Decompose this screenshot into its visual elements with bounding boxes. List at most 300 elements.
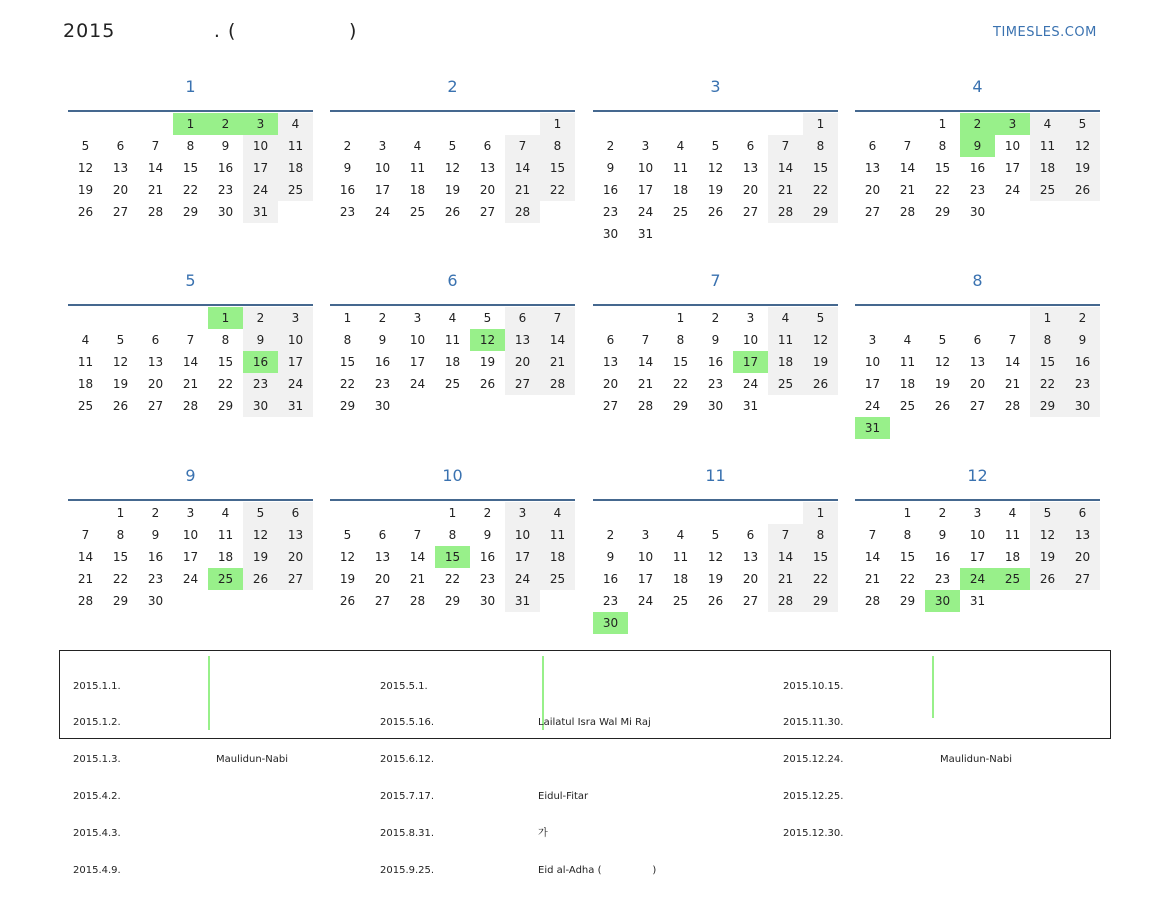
legend-names-col-1 — [216, 656, 288, 902]
day-cell: 16 — [217, 161, 234, 175]
day-cell: 30 — [969, 205, 986, 219]
day-cell: 23 — [339, 205, 356, 219]
legend-date: 2015.10.15. — [783, 680, 844, 692]
day-grid — [855, 113, 1100, 223]
day-cell: 23 — [602, 594, 619, 608]
day-cell: 5 — [1030, 502, 1065, 524]
day-cell: 31 — [243, 201, 278, 223]
day-cell: 4 — [1008, 506, 1017, 520]
legend-date: 2015.12.24. — [783, 754, 844, 766]
legend-dates-col-1 — [73, 656, 121, 902]
day-cell: 22 — [803, 568, 838, 590]
day-cell: 10 — [864, 355, 881, 369]
day-cell: 19 — [112, 377, 129, 391]
legend-name — [940, 791, 1012, 803]
day-cell: 20 — [742, 572, 759, 586]
legend-date: 2015.5.1. — [380, 680, 428, 692]
month-name: 3 — [710, 77, 721, 96]
legend-name — [538, 754, 656, 766]
day-cell: 27 — [505, 373, 540, 395]
day-cell: 28 — [77, 594, 94, 608]
day-cell: 16 — [602, 572, 619, 586]
day-cell: 27 — [147, 399, 164, 413]
day-cell: 7 — [903, 139, 912, 153]
day-cell: 26 — [1030, 568, 1065, 590]
day-grid — [330, 502, 575, 612]
day-cell: 19 — [1065, 157, 1100, 179]
day-cell: 16 — [1065, 351, 1100, 373]
day-cell: 26 — [707, 594, 724, 608]
day-grid — [68, 307, 313, 417]
day-cell: 3 — [995, 113, 1030, 135]
day-cell: 6 — [1065, 502, 1100, 524]
day-cell: 24 — [374, 205, 391, 219]
day-cell: 20 — [479, 183, 496, 197]
day-cell: 9 — [221, 139, 230, 153]
day-cell: 7 — [81, 528, 90, 542]
day-cell: 2 — [938, 506, 947, 520]
day-cell: 25 — [1030, 179, 1065, 201]
day-cell: 4 — [278, 113, 313, 135]
day-cell: 15 — [339, 355, 356, 369]
day-cell: 30 — [925, 590, 960, 612]
day-cell: 4 — [81, 333, 90, 347]
day-cell: 8 — [448, 528, 457, 542]
day-cell: 30 — [217, 205, 234, 219]
day-cell: 4 — [1030, 113, 1065, 135]
day-cell: 24 — [243, 179, 278, 201]
legend-names-col-2 — [538, 656, 656, 902]
day-cell: 2 — [711, 311, 720, 325]
day-cell: 15 — [803, 546, 838, 568]
day-cell: 21 — [637, 377, 654, 391]
day-cell: 20 — [969, 377, 986, 391]
day-cell: 30 — [147, 594, 164, 608]
day-grid — [855, 307, 1100, 439]
legend-name: Eid al-Adha ( ) — [538, 865, 657, 877]
month-rule — [68, 304, 313, 306]
day-cell: 13 — [505, 329, 540, 351]
day-cell: 14 — [899, 161, 916, 175]
day-cell: 1 — [803, 502, 838, 524]
day-cell: 14 — [77, 550, 94, 564]
day-cell: 23 — [934, 572, 951, 586]
day-cell: 5 — [116, 333, 125, 347]
day-cell: 7 — [413, 528, 422, 542]
day-cell: 17 — [505, 546, 540, 568]
day-cell: 20 — [278, 546, 313, 568]
day-cell: 19 — [803, 351, 838, 373]
page-title: 2015 . ( ) — [63, 20, 358, 42]
legend-name: Maulidun-Nabi — [940, 754, 1013, 766]
day-cell: 2 — [378, 311, 387, 325]
day-cell: 25 — [444, 377, 461, 391]
day-cell: 15 — [435, 546, 470, 568]
legend-name: Eidul-Fitar — [538, 791, 589, 803]
day-cell: 9 — [938, 528, 947, 542]
day-cell: 19 — [934, 377, 951, 391]
day-cell: 24 — [742, 377, 759, 391]
day-cell: 5 — [243, 502, 278, 524]
legend-date: 2015.1.3. — [73, 754, 121, 766]
legend-name: Lailatul Isra Wal Mi Raj — [538, 717, 651, 729]
day-cell: 15 — [934, 161, 951, 175]
day-cell: 8 — [221, 333, 230, 347]
day-cell: 22 — [217, 377, 234, 391]
legend-name — [538, 681, 656, 693]
day-cell: 29 — [182, 205, 199, 219]
day-cell: 24 — [960, 568, 995, 590]
day-cell: 6 — [746, 139, 755, 153]
day-cell: 17 — [243, 157, 278, 179]
month-rule — [330, 110, 575, 112]
day-cell: 15 — [803, 157, 838, 179]
day-cell: 3 — [973, 506, 982, 520]
day-grid — [330, 113, 575, 223]
day-cell: 19 — [707, 183, 724, 197]
legend-name — [940, 717, 1012, 729]
month-rule — [593, 110, 838, 112]
day-cell: 8 — [803, 135, 838, 157]
day-cell: 28 — [147, 205, 164, 219]
day-cell: 27 — [374, 594, 391, 608]
day-cell: 25 — [409, 205, 426, 219]
day-cell: 29 — [803, 201, 838, 223]
day-cell: 23 — [147, 572, 164, 586]
day-cell: 14 — [505, 157, 540, 179]
day-cell: 13 — [742, 161, 759, 175]
day-cell: 30 — [374, 399, 391, 413]
day-cell: 12 — [77, 161, 94, 175]
day-cell: 27 — [742, 594, 759, 608]
day-cell: 11 — [768, 329, 803, 351]
legend-name: 가 — [538, 828, 548, 840]
day-cell: 21 — [540, 351, 575, 373]
month-name: 6 — [447, 271, 458, 290]
day-cell: 6 — [483, 139, 492, 153]
day-cell: 12 — [444, 161, 461, 175]
day-cell: 18 — [444, 355, 461, 369]
day-cell: 29 — [444, 594, 461, 608]
day-cell: 28 — [540, 373, 575, 395]
day-cell: 18 — [217, 550, 234, 564]
day-cell: 23 — [707, 377, 724, 391]
day-cell: 13 — [602, 355, 619, 369]
day-cell: 21 — [1004, 377, 1021, 391]
day-cell: 30 — [479, 594, 496, 608]
day-cell: 29 — [1030, 395, 1065, 417]
day-cell: 1 — [803, 113, 838, 135]
day-cell: 9 — [606, 550, 615, 564]
day-cell: 6 — [505, 307, 540, 329]
month-rule — [855, 304, 1100, 306]
day-cell: 11 — [672, 161, 689, 175]
day-cell: 23 — [374, 377, 391, 391]
day-cell: 12 — [112, 355, 129, 369]
day-cell: 19 — [77, 183, 94, 197]
day-cell: 12 — [470, 329, 505, 351]
day-cell: 16 — [479, 550, 496, 564]
day-cell: 26 — [479, 377, 496, 391]
site-link[interactable]: TIMESLES.COM — [993, 25, 1097, 40]
day-cell: 24 — [182, 572, 199, 586]
day-cell: 16 — [969, 161, 986, 175]
day-cell: 7 — [768, 135, 803, 157]
day-cell: 30 — [602, 227, 619, 241]
day-cell: 16 — [374, 355, 391, 369]
day-cell: 22 — [444, 572, 461, 586]
day-cell: 14 — [540, 329, 575, 351]
day-cell: 17 — [637, 572, 654, 586]
day-cell: 10 — [1004, 139, 1021, 153]
day-cell: 26 — [803, 373, 838, 395]
day-cell: 29 — [803, 590, 838, 612]
day-cell: 29 — [112, 594, 129, 608]
day-cell: 30 — [593, 612, 628, 634]
day-cell: 19 — [1030, 546, 1065, 568]
day-cell: 25 — [995, 568, 1030, 590]
day-cell: 24 — [505, 568, 540, 590]
day-cell: 20 — [742, 183, 759, 197]
day-cell: 1 — [938, 117, 947, 131]
legend-bar — [932, 656, 934, 718]
day-cell: 22 — [182, 183, 199, 197]
day-cell: 21 — [77, 572, 94, 586]
day-cell: 9 — [960, 135, 995, 157]
day-cell: 29 — [899, 594, 916, 608]
day-cell: 7 — [505, 135, 540, 157]
day-cell: 29 — [217, 399, 234, 413]
day-cell: 28 — [864, 594, 881, 608]
day-cell: 1 — [1030, 307, 1065, 329]
day-cell: 1 — [208, 307, 243, 329]
day-cell: 17 — [1004, 161, 1021, 175]
day-cell: 8 — [803, 524, 838, 546]
day-cell: 5 — [81, 139, 90, 153]
day-cell: 28 — [768, 201, 803, 223]
day-cell: 2 — [151, 506, 160, 520]
day-cell: 18 — [278, 157, 313, 179]
day-cell: 31 — [505, 590, 540, 612]
day-cell: 5 — [483, 311, 492, 325]
day-cell: 20 — [864, 183, 881, 197]
day-cell: 3 — [413, 311, 422, 325]
day-cell: 18 — [1004, 550, 1021, 564]
legend-date: 2015.4.3. — [73, 828, 121, 840]
day-cell: 4 — [221, 506, 230, 520]
legend-date: 2015.9.25. — [380, 865, 435, 877]
day-cell: 4 — [676, 528, 685, 542]
day-cell: 6 — [116, 139, 125, 153]
day-cell: 14 — [1004, 355, 1021, 369]
legend-name — [216, 828, 288, 840]
day-cell: 10 — [278, 329, 313, 351]
day-cell: 5 — [343, 528, 352, 542]
day-cell: 15 — [672, 355, 689, 369]
day-cell: 4 — [676, 139, 685, 153]
legend-name — [216, 791, 288, 803]
day-cell: 11 — [77, 355, 94, 369]
day-cell: 22 — [1030, 373, 1065, 395]
day-cell: 20 — [112, 183, 129, 197]
day-cell: 10 — [742, 333, 759, 347]
day-cell: 16 — [243, 351, 278, 373]
day-cell: 24 — [409, 377, 426, 391]
day-cell: 3 — [746, 311, 755, 325]
legend-bar — [208, 656, 210, 730]
day-cell: 14 — [864, 550, 881, 564]
legend-name — [940, 681, 1012, 693]
legend-date: 2015.7.17. — [380, 791, 435, 803]
day-cell: 14 — [409, 550, 426, 564]
day-cell: 4 — [903, 333, 912, 347]
day-cell: 13 — [479, 161, 496, 175]
month-rule — [68, 110, 313, 112]
day-cell: 11 — [540, 524, 575, 546]
day-cell: 13 — [742, 550, 759, 564]
legend-date: 2015.11.30. — [783, 717, 844, 729]
day-cell: 22 — [112, 572, 129, 586]
day-cell: 12 — [707, 161, 724, 175]
day-cell: 13 — [147, 355, 164, 369]
legend-date: 2015.12.30. — [783, 828, 844, 840]
day-cell: 26 — [77, 205, 94, 219]
day-cell: 10 — [637, 550, 654, 564]
day-cell: 16 — [147, 550, 164, 564]
day-cell: 8 — [186, 139, 195, 153]
day-cell: 3 — [378, 139, 387, 153]
day-cell: 9 — [711, 333, 720, 347]
day-cell: 28 — [768, 590, 803, 612]
day-cell: 4 — [413, 139, 422, 153]
day-grid — [593, 113, 838, 245]
day-cell: 30 — [1065, 395, 1100, 417]
month-name: 2 — [447, 77, 458, 96]
day-cell: 25 — [899, 399, 916, 413]
day-cell: 29 — [672, 399, 689, 413]
day-cell: 26 — [444, 205, 461, 219]
day-grid — [68, 113, 313, 223]
day-cell: 14 — [182, 355, 199, 369]
day-cell: 19 — [479, 355, 496, 369]
day-cell: 26 — [339, 594, 356, 608]
legend-date: 2015.1.1. — [73, 680, 121, 692]
day-cell: 11 — [217, 528, 234, 542]
day-cell: 5 — [448, 139, 457, 153]
day-cell: 21 — [768, 179, 803, 201]
day-cell: 25 — [540, 568, 575, 590]
month-name: 11 — [705, 466, 726, 485]
legend-date: 2015.12.25. — [783, 791, 844, 803]
day-cell: 28 — [899, 205, 916, 219]
day-cell: 12 — [934, 355, 951, 369]
day-cell: 17 — [409, 355, 426, 369]
day-cell: 3 — [505, 502, 540, 524]
day-cell: 2 — [483, 506, 492, 520]
day-cell: 20 — [602, 377, 619, 391]
legend-name — [216, 865, 288, 877]
day-cell: 20 — [374, 572, 391, 586]
day-cell: 9 — [483, 528, 492, 542]
month-name: 4 — [972, 77, 983, 96]
day-cell: 14 — [768, 546, 803, 568]
day-cell: 10 — [505, 524, 540, 546]
month-name: 5 — [185, 271, 196, 290]
day-cell: 11 — [1004, 528, 1021, 542]
day-cell: 7 — [641, 333, 650, 347]
day-cell: 20 — [505, 351, 540, 373]
day-cell: 1 — [448, 506, 457, 520]
day-cell: 3 — [868, 333, 877, 347]
day-cell: 5 — [711, 139, 720, 153]
day-cell: 13 — [278, 524, 313, 546]
day-cell: 2 — [243, 307, 278, 329]
day-cell: 19 — [444, 183, 461, 197]
month-name: 8 — [972, 271, 983, 290]
day-cell: 11 — [1030, 135, 1065, 157]
legend-date: 2015.5.16. — [380, 717, 435, 729]
day-cell: 12 — [243, 524, 278, 546]
day-cell: 10 — [182, 528, 199, 542]
day-cell: 14 — [147, 161, 164, 175]
day-cell: 16 — [707, 355, 724, 369]
day-cell: 10 — [409, 333, 426, 347]
day-cell: 15 — [899, 550, 916, 564]
day-cell: 17 — [637, 183, 654, 197]
day-cell: 18 — [899, 377, 916, 391]
day-cell: 12 — [707, 550, 724, 564]
holiday-legend — [59, 650, 1111, 877]
month-name: 7 — [710, 271, 721, 290]
legend-name — [216, 681, 288, 693]
day-cell: 20 — [1065, 546, 1100, 568]
day-cell: 5 — [711, 528, 720, 542]
day-cell: 27 — [969, 399, 986, 413]
month-rule — [855, 499, 1100, 501]
day-cell: 24 — [1004, 183, 1021, 197]
day-cell: 12 — [1065, 135, 1100, 157]
day-cell: 3 — [278, 307, 313, 329]
month-name: 1 — [185, 77, 196, 96]
day-cell: 21 — [409, 572, 426, 586]
day-cell: 18 — [672, 572, 689, 586]
legend-date: 2015.8.31. — [380, 828, 435, 840]
day-cell: 5 — [938, 333, 947, 347]
day-cell: 5 — [803, 307, 838, 329]
day-cell: 18 — [672, 183, 689, 197]
day-cell: 7 — [540, 307, 575, 329]
day-cell: 4 — [768, 307, 803, 329]
day-cell: 4 — [448, 311, 457, 325]
day-grid — [68, 502, 313, 612]
day-cell: 1 — [116, 506, 125, 520]
day-cell: 13 — [1065, 524, 1100, 546]
day-cell: 10 — [374, 161, 391, 175]
day-cell: 12 — [803, 329, 838, 351]
day-cell: 26 — [1065, 179, 1100, 201]
day-grid — [593, 502, 838, 634]
day-cell: 28 — [1004, 399, 1021, 413]
day-cell: 31 — [742, 399, 759, 413]
day-cell: 2 — [1065, 307, 1100, 329]
month-name: 9 — [185, 466, 196, 485]
day-cell: 16 — [339, 183, 356, 197]
day-cell: 11 — [278, 135, 313, 157]
day-cell: 11 — [899, 355, 916, 369]
day-cell: 23 — [969, 183, 986, 197]
day-cell: 9 — [243, 329, 278, 351]
legend-names-col-3 — [940, 656, 1012, 865]
